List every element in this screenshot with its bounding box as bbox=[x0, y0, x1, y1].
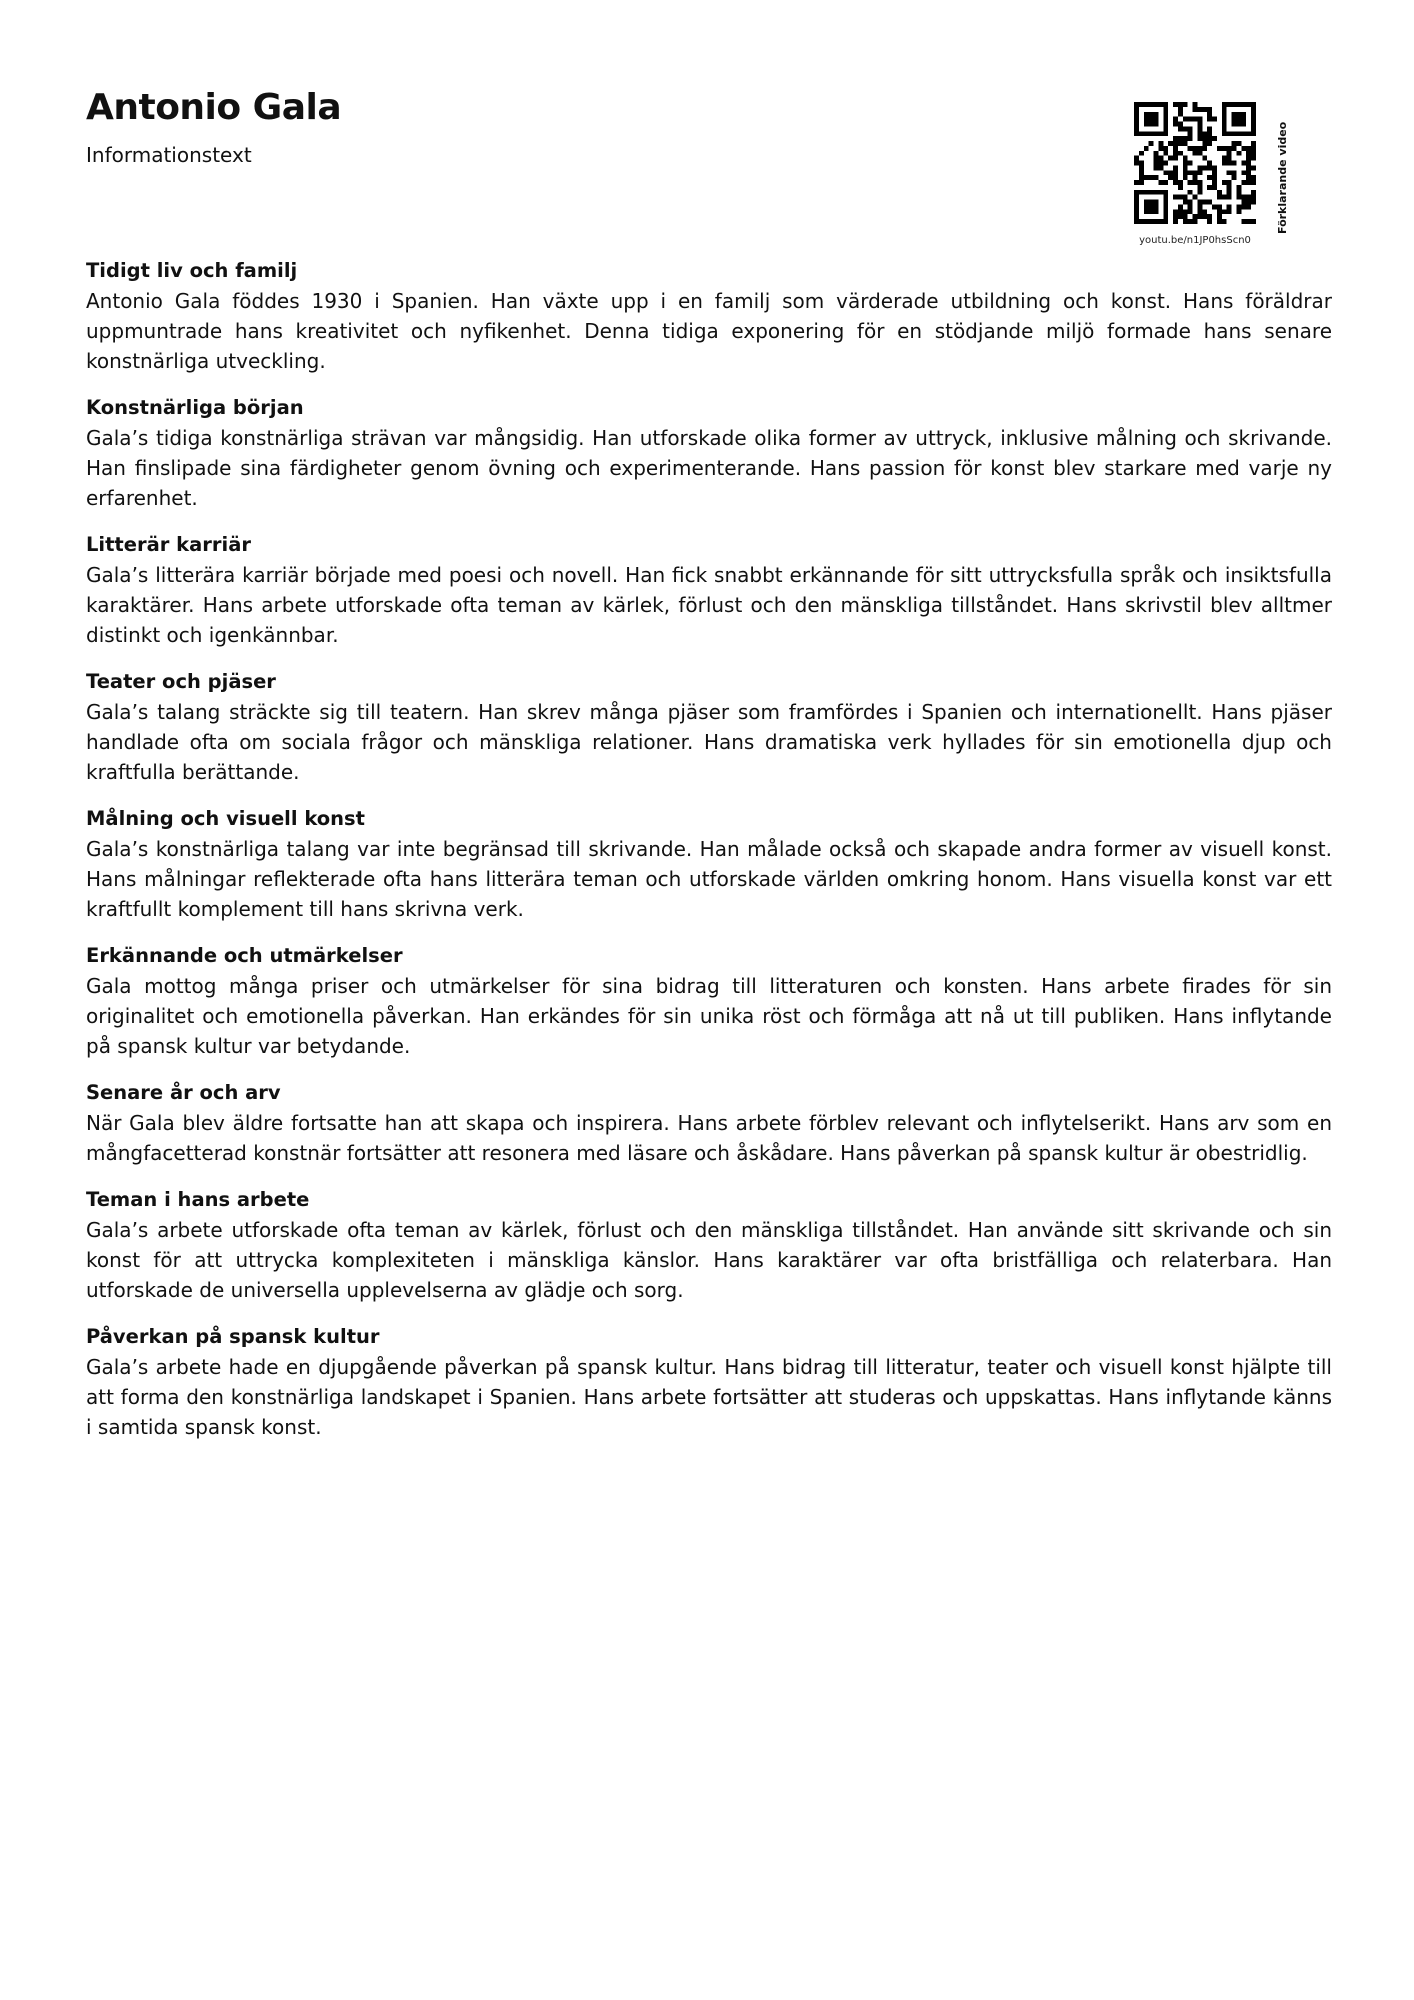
section-body: Gala’s litterära karriär började med poesi och novell. Han fick snabbt erkännande för sitt uttrycksfulla språk och insiktsfulla karaktärer. Hans arbete utforskade ofta teman av kärlek, förlust och den mänskliga tillståndet. Hans skrivstil blev alltmer distinkt och igenkännbar. bbox=[86, 563, 1332, 647]
section-body: Gala’s konstnärliga talang var inte begränsad till skrivande. Han målade också och skapade andra former av visuell konst. Hans målningar reflekterade ofta hans litterära teman och utforskade världen omkring honom. Hans visuella konst var ett kraftfullt komplement till hans skrivna verk. bbox=[86, 837, 1332, 921]
section-body: Gala mottog många priser och utmärkelser för sina bidrag till litteraturen och konsten. Hans arbete firades för sin originalitet och emotionella påverkan. Han erkändes för sin unika röst och förmåga att nå ut till publiken. Hans inflytande på spansk kultur var betydande. bbox=[86, 974, 1332, 1058]
section-heading: Erkännande och utmärkelser bbox=[86, 944, 403, 967]
section-visual-art bbox=[86, 804, 1332, 924]
section-literary-career bbox=[86, 530, 1332, 650]
section-heading: Tidigt liv och familj bbox=[86, 259, 298, 282]
section-themes bbox=[86, 1185, 1332, 1305]
section-body: Antonio Gala föddes 1930 i Spanien. Han växte upp i en familj som värderade utbildning och konst. Hans föräldrar uppmuntrade hans kreativitet och nyfikenhet. Denna tidiga exponering för en stödjande miljö formade hans senare konstnärliga utveckling. bbox=[86, 289, 1332, 373]
qr-block bbox=[1128, 96, 1268, 252]
section-artistic-beginnings bbox=[86, 393, 1332, 513]
section-early-life bbox=[86, 256, 1332, 376]
section-heading: Litterär karriär bbox=[86, 533, 251, 556]
section-awards bbox=[86, 941, 1332, 1061]
section-theatre bbox=[86, 667, 1332, 787]
page-title: Antonio Gala bbox=[86, 87, 342, 128]
section-later-years bbox=[86, 1078, 1332, 1168]
section-body: Gala’s tidiga konstnärliga strävan var mångsidig. Han utforskade olika former av uttryck, inklusive målning och skrivande. Han finslipade sina färdigheter genom övning och experimenterande. Hans passion för konst blev starkare med varje ny erfarenhet. bbox=[86, 426, 1332, 510]
qr-code-icon bbox=[1134, 102, 1256, 224]
section-heading: Påverkan på spansk kultur bbox=[86, 1325, 380, 1348]
section-heading: Målning och visuell konst bbox=[86, 807, 365, 830]
section-heading: Teman i hans arbete bbox=[86, 1188, 310, 1211]
section-body: Gala’s arbete hade en djupgående påverkan på spansk kultur. Hans bidrag till litteratur, teater och visuell konst hjälpte till att forma den konstnärliga landskapet i Spanien. Hans arbete fortsätter att studeras och uppskattas. Hans inflytande känns i samtida spansk konst. bbox=[86, 1355, 1332, 1439]
qr-caption: Förklarande video bbox=[1276, 121, 1289, 234]
section-influence bbox=[86, 1322, 1332, 1442]
qr-url[interactable]: youtu.be/n1JP0hsScn0 bbox=[1139, 235, 1251, 246]
section-heading: Konstnärliga början bbox=[86, 396, 304, 419]
section-body: Gala’s talang sträckte sig till teatern. Han skrev många pjäser som framfördes i Spanien och internationellt. Hans pjäser handlade ofta om sociala frågor och mänskliga relationer. Hans dramatiska verk hyllades för sin emotionella djup och kraftfulla berättande. bbox=[86, 700, 1332, 784]
section-heading: Senare år och arv bbox=[86, 1081, 281, 1104]
page-subtitle: Informationstext bbox=[86, 143, 252, 167]
article-content bbox=[86, 256, 1332, 1459]
section-heading: Teater och pjäser bbox=[86, 670, 276, 693]
section-body: Gala’s arbete utforskade ofta teman av kärlek, förlust och den mänskliga tillståndet. Han använde sitt skrivande och sin konst för att uttrycka komplexiteten i mänskliga känslor. Hans karaktärer var ofta bristfälliga och relaterbara. Han utforskade de universella upplevelserna av glädje och sorg. bbox=[86, 1218, 1332, 1302]
section-body: När Gala blev äldre fortsatte han att skapa och inspirera. Hans arbete förblev relevant och inflytelserikt. Hans arv som en mångfacetterad konstnär fortsätter att resonera med läsare och åskådare. Hans påverkan på spansk kultur är obestridlig. bbox=[86, 1111, 1332, 1165]
